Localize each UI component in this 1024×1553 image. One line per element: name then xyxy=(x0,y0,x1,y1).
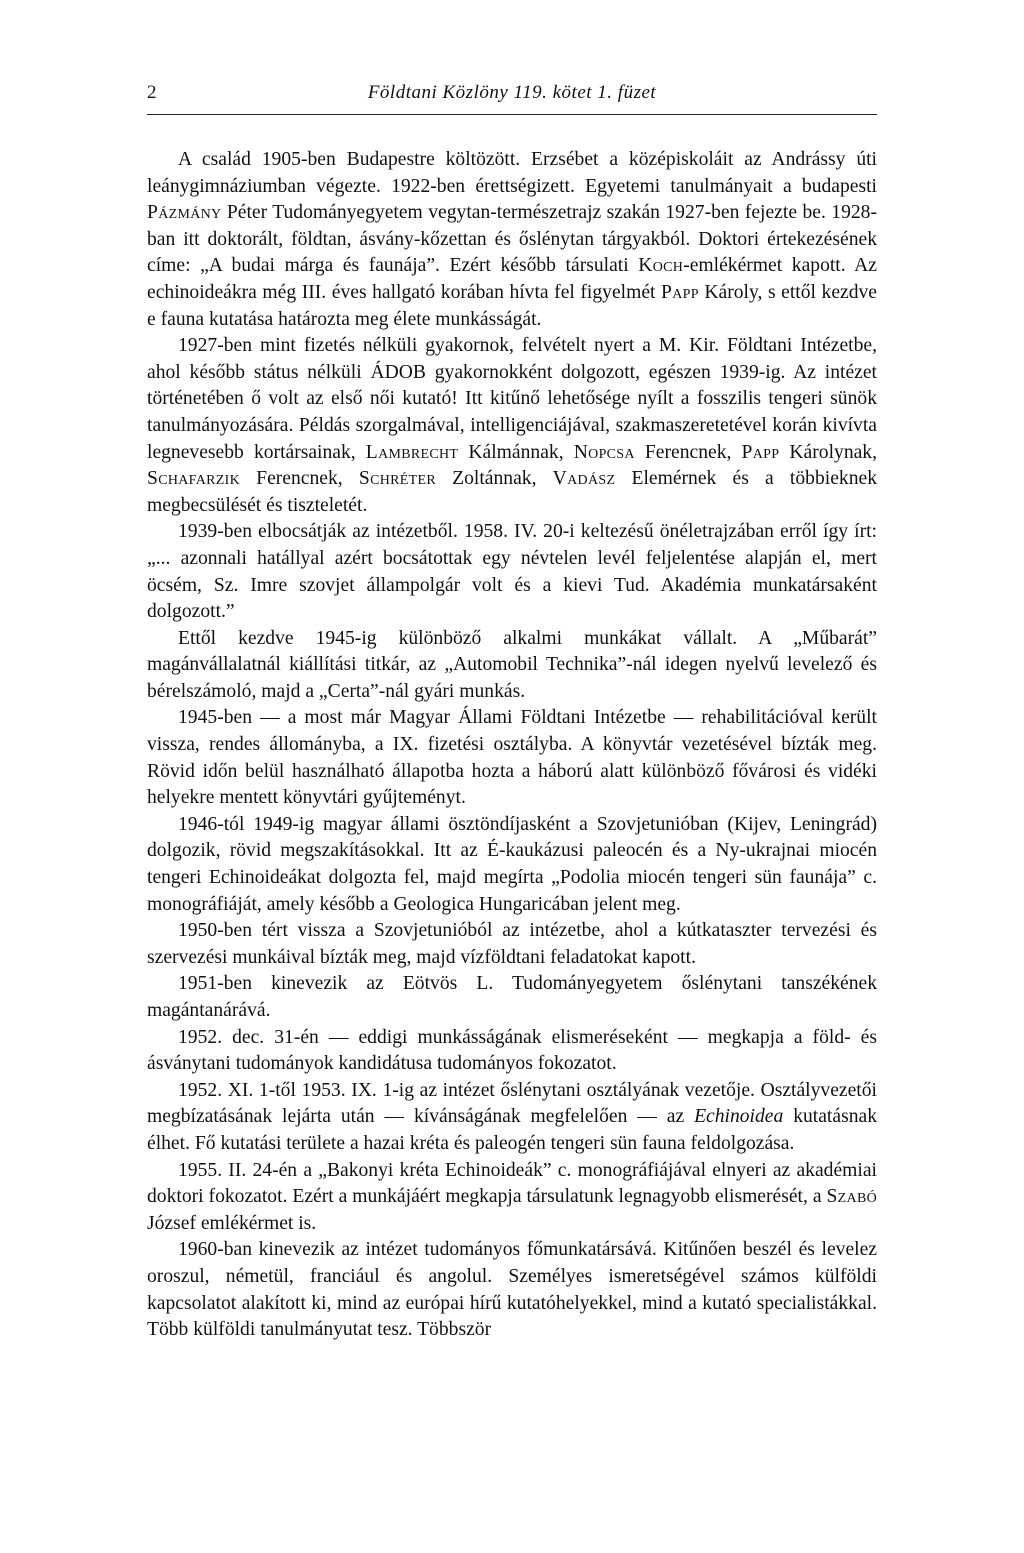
text-run: Ferencnek, xyxy=(634,441,742,463)
author-name: Schréter xyxy=(358,468,436,490)
author-name: Szabó xyxy=(826,1186,877,1208)
paragraph xyxy=(147,1025,877,1078)
paragraph xyxy=(147,519,877,625)
article-body xyxy=(147,147,877,1344)
text-run: 1939-ben elbocsátják az intézetből. 1958. IV. 20-i keltezésű önéletrajzában erről így írt: „... azonnali hatállyal azért bocsátottak egy névtelen levél feljelentése alapján el, mert öcsém, Sz. Imre szovjet állampolgár volt és a kievi Tud. Akadémia munkatársaként dolgozott.” xyxy=(147,521,877,623)
journal-title: Földtani Közlöny 119. kötet 1. füzet xyxy=(367,82,657,103)
text-run: 1952. dec. 31-én — eddigi munkásságának elismeréseként — megkapja a föld- és ásványtani tudományok kandidátusa tudományos fokozatot. xyxy=(147,1026,877,1075)
text-run: 1960-ban kinevezik az intézet tudományos főmunkatársává. Kitűnően beszél és levelez oroszul, németül, franciául és angolul. Személyes ismeretségével számos külföldi kapcsolatot alakított ki, mind az európai hírű kutatóhelyekkel, mind a kutató specialistákkal. Több külföldi tanulmányutat tesz. Többször xyxy=(147,1239,877,1341)
text-run: Ettől kezdve 1945-ig különböző alkalmi munkákat vállalt. A „Műbarát” magánvállalatnál kiállítási titkár, az „Automobil Technika”-nál idegen nyelvű levelező és bérelszámoló, majd a „Certa”-nál gyári munkás. xyxy=(147,627,877,702)
author-name: Koch xyxy=(638,255,684,277)
text-run: 1952. XI. 1-től 1953. IX. 1-ig az intézet őslénytani osztályának vezetője. Osztályvezetői megbízatásának lejárta után — kívánságának megfelelően — az xyxy=(147,1079,877,1128)
text-run: Zoltánnak, xyxy=(435,468,553,490)
text-run: Elemérnek és a többieknek megbecsülését és tiszteletét. xyxy=(147,468,877,516)
text-run: 1927-ben mint fizetés nélküli gyakornok, felvételt nyert a M. Kir. Földtani Intézetbe, ahol később státus nélküli ÁDOB gyakornokként dolgozott, egészen 1939-ig. Az intézet történetében ő volt az első női kutató! Itt kitűnő lehetősége nyílt a fosszilis tengeri sünök tanulmányozására. Példás szorgalmával, intelligenciájával, szakmaszeretetével korán kivívta legnevesebb kortársainak, xyxy=(147,335,877,463)
text-run: 1951-ben kinevezik az Eötvös L. Tudományegyetem őslénytani tanszékének magántanárává. xyxy=(147,973,877,1021)
page-number: 2 xyxy=(147,82,157,103)
text-run: A család 1905-ben Budapestre költözött. Erzsébet a középiskoláit az Andrássy úti leánygimnáziumban végezte. 1922-ben érettségizett. Egyetemi tanulmányait a budapesti xyxy=(147,149,877,197)
paragraph xyxy=(147,1158,877,1238)
paragraph xyxy=(147,1078,877,1158)
paragraph xyxy=(147,918,877,971)
text-run: 1945-ben — a most már Magyar Állami Földtani Intézetbe — rehabilitációval került vissza, rendes állományba, a IX. fizetési osztályba. A könyvtár vezetésével bízták meg. Rövid időn belül használható állapotba hozta a háború alatt különböző fővárosi és vidéki helyekre mentett könyvtári gyűjteményt. xyxy=(147,707,877,809)
author-name: Papp xyxy=(661,281,699,303)
text-run: 1950-ben tért vissza a Szovjetunióból az intézetbe, ahol a kútkataszter tervezési és szervezési munkáival bízták meg, majd vízföldtani feladatokat kapott. xyxy=(147,920,877,968)
paragraph xyxy=(147,147,877,333)
paragraph xyxy=(147,626,877,706)
author-name: Nopcsa xyxy=(573,441,635,463)
text-run: József emlékérmet is. xyxy=(147,1212,317,1234)
text-run: Károly, s ettől kezdve e fauna kutatása határozta meg élete munkásságát. xyxy=(147,281,878,330)
text-run: 1955. II. 24-én a „Bakonyi kréta Echinoideák” c. monográfiájával elnyeri az akadémiai doktori fokozatot. Ezért a munkájáért megkapja társulatunk legnagyobb elismerését, a xyxy=(147,1159,877,1208)
author-name: Papp xyxy=(741,441,780,463)
paragraph xyxy=(147,705,877,811)
journal-page xyxy=(147,80,877,1344)
author-name: Lambrecht xyxy=(365,441,459,463)
text-run: Péter Tudományegyetem vegytan-természetrajz szakán 1927-ben fejezte be. 1928-ban itt doktorált, földtan, ásvány-kőzettan és őslénytan tárgyakból. Doktori értekezésének címe: „A budai márga és faunája”. Ezért később társulati xyxy=(147,202,877,277)
paragraph xyxy=(147,812,877,918)
paragraph xyxy=(147,333,877,519)
paragraph xyxy=(147,1237,877,1343)
text-run: 1946-tól 1949-ig magyar állami ösztöndíjasként a Szovjetunióban (Kijev, Leningrád) dolgozik, rövid megszakításokkal. Itt az É-kaukázusi paleocén és a Ny-ukrajnai miocén tengeri Echinoideákat dolgozta fel, majd megírta „Podolia miocén tengeri sün faunája” c. monográfiáját, amely később a Geologica Hungaricában jelent meg. xyxy=(147,813,877,915)
running-header xyxy=(147,80,877,115)
text-run: Kálmánnak, xyxy=(458,441,574,463)
paragraph xyxy=(147,971,877,1024)
text-run: Ferencnek, xyxy=(239,468,359,490)
author-name: Vadász xyxy=(552,468,616,490)
text-run: -emlékérmet kapott. Az echinoideákra még III. éves hallgató korában hívta fel figyelmét xyxy=(147,255,878,303)
text-run: Károlynak, xyxy=(779,441,878,463)
author-name: Schafarzik xyxy=(147,468,240,490)
taxon-name: Echinoidea xyxy=(694,1106,784,1128)
author-name: Pázmány xyxy=(147,202,222,224)
text-run: kutatásnak élhet. Fő kutatási területe a hazai kréta és paleogén tengeri sün fauna feldolgozása. xyxy=(147,1106,877,1154)
